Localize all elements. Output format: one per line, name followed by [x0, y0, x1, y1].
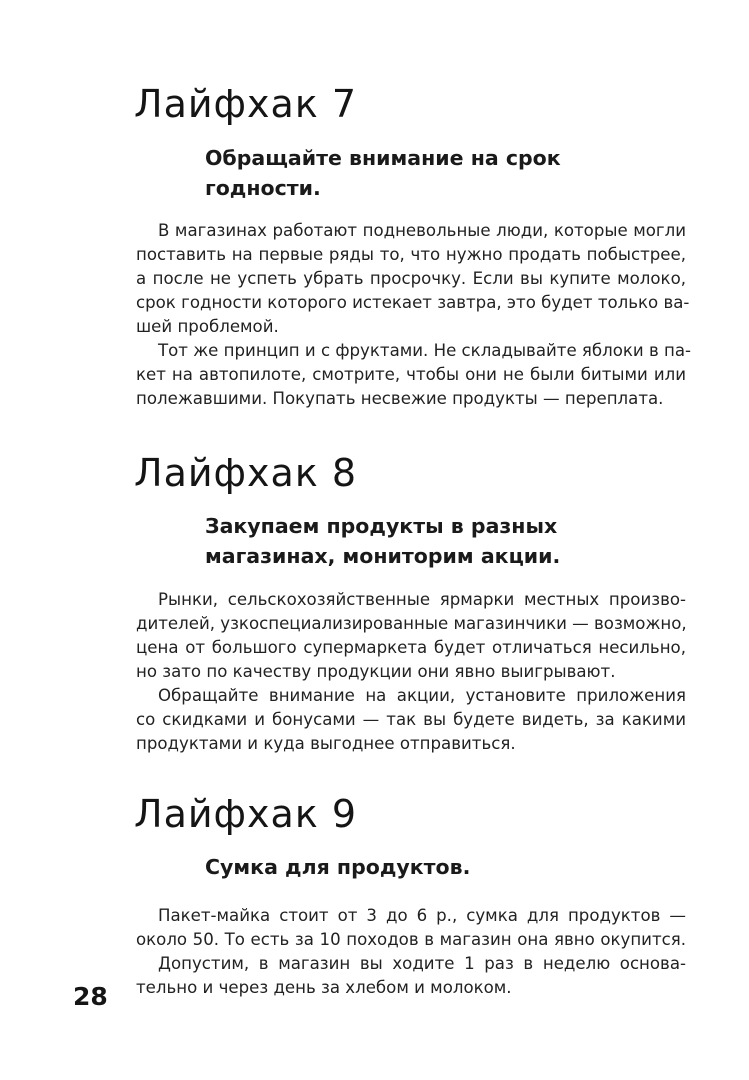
text-line: продуктами и куда выгоднее отправиться.: [136, 734, 516, 753]
text-line: но зато по качеству продукции они явно выигрывают.: [136, 662, 616, 681]
section-body: [136, 904, 686, 1000]
section-title: Лайфхак 7: [134, 82, 358, 126]
text-line: дителей, узкоспециализированные магазинчики — возможно,: [136, 614, 687, 633]
subtitle-line: Закупаем продукты в разных: [205, 514, 558, 538]
text-line: а после не успеть убрать просрочку. Если вы купите молоко,: [136, 269, 686, 288]
page-number: 28: [73, 982, 108, 1011]
text-line: Рынки, сельскохозяйственные ярмарки местных произво-: [158, 590, 686, 609]
subtitle-line: Сумка для продуктов.: [205, 855, 471, 879]
text-line: Обращайте внимание на акции, установите приложения: [158, 686, 686, 705]
text-line: кет на автопилоте, смотрите, чтобы они не были битыми или: [136, 365, 686, 384]
text-line: тельно и через день за хлебом и молоком.: [136, 978, 512, 997]
section-title: Лайфхак 8: [134, 451, 358, 495]
text-line: Тот же принцип и с фруктами. Не складывайте яблоки в па-: [158, 341, 692, 360]
section-body: [136, 588, 686, 756]
text-line: цена от большого супермаркета будет отличаться несильно,: [136, 638, 686, 657]
text-line: со скидками и бонусами — так вы будете видеть, за какими: [136, 710, 686, 729]
section-subtitle: [205, 852, 470, 882]
text-line: В магазинах работают подневольные люди, которые могли: [158, 221, 686, 240]
text-line: Пакет-майка стоит от 3 до 6 р., сумка для продуктов —: [158, 906, 686, 925]
section-subtitle: [205, 143, 561, 203]
section-title: Лайфхак 9: [134, 792, 358, 836]
text-line: срок годности которого истекает завтра, это будет только ва-: [136, 293, 690, 312]
subtitle-line: Обращайте внимание на срок: [205, 146, 561, 170]
section-subtitle: [205, 511, 560, 571]
text-line: около 50. То есть за 10 походов в магазин она явно окупится.: [136, 930, 686, 949]
text-line: полежавшими. Покупать несвежие продукты — переплата.: [136, 389, 664, 408]
text-line: Допустим, в магазин вы ходите 1 раз в неделю основа-: [158, 954, 686, 973]
section-body: [136, 219, 692, 411]
text-line: поставить на первые ряды то, что нужно продать побыстрее,: [136, 245, 686, 264]
text-line: шей проблемой.: [136, 317, 279, 336]
subtitle-line: годности.: [205, 176, 321, 200]
subtitle-line: магазинах, мониторим акции.: [205, 544, 561, 568]
